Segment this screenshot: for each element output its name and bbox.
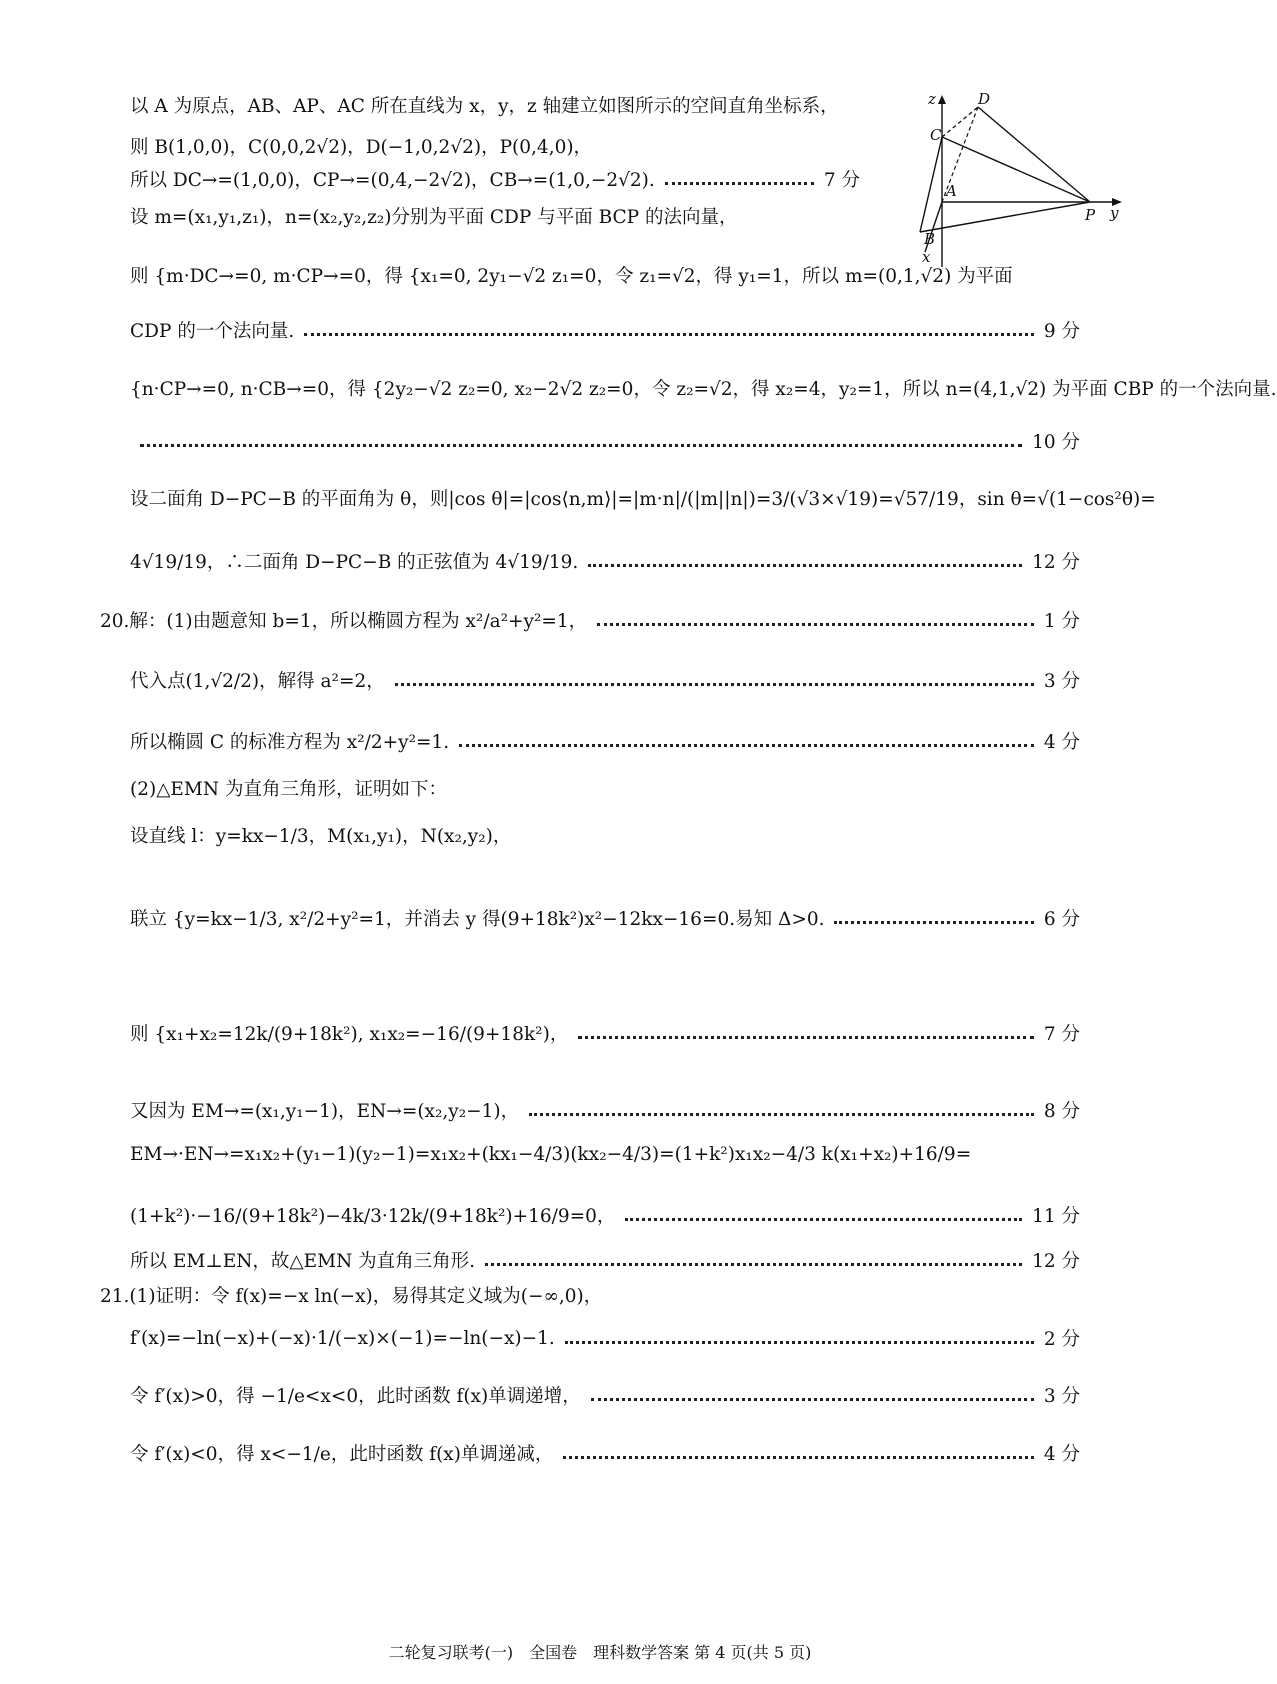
score-mark: 4 分	[1043, 1444, 1080, 1465]
line-vieta	[130, 1020, 1080, 1046]
line-text: 令 f′(x)>0，得 −1/e<x<0，此时函数 f(x)单调递增，	[130, 1386, 581, 1407]
dot-leader	[588, 564, 1022, 567]
edge-dp	[978, 107, 1090, 202]
line-part2-claim: (2)△EMN 为直角三角形，证明如下：	[130, 779, 447, 800]
z-axis-arrow	[938, 95, 946, 104]
label-p: P	[1085, 206, 1096, 224]
dot-leader	[834, 921, 1033, 924]
line-text: 代入点(1,√2/2)，解得 a²=2，	[130, 671, 385, 692]
edge-cb	[920, 137, 942, 232]
score-mark: 8 分	[1043, 1101, 1080, 1122]
line-q20-start	[100, 607, 1080, 633]
dot-leader	[625, 1218, 1022, 1221]
score-mark: 9 分	[1043, 321, 1080, 342]
line-dot-product: EM→·EN→=x₁x₂+(y₁−1)(y₂−1)=x₁x₂+(kx₁−4/3)(kx₂−4/3)=(1+k²)x₁x₂−4/3 k(x₁+x₂)+16/9=	[130, 1144, 972, 1165]
line-text: 所以 EM⊥EN，故△EMN 为直角三角形.	[130, 1251, 476, 1272]
score-mark: 4 分	[1043, 732, 1080, 753]
line-text: f′(x)=−ln(−x)+(−x)·1/(−x)×(−1)=−ln(−x)−1.	[130, 1327, 555, 1349]
score-mark: 3 分	[1043, 1386, 1080, 1407]
line-text: 联立 {y=kx−1/3, x²/2+y²=1，并消去 y 得(9+18k²)x²−12kx−16=0.易知 Δ>0.	[130, 909, 825, 930]
edge-bp	[920, 202, 1090, 232]
label-b: B	[924, 230, 936, 248]
label-a: A	[946, 182, 957, 200]
dot-leader	[529, 1113, 1034, 1116]
line-q21-start: 21.(1)证明：令 f(x)=−x ln(−x)，易得其定义域为(−∞,0)，	[100, 1286, 603, 1307]
line-10pts	[130, 428, 1080, 454]
line-decreasing	[130, 1440, 1080, 1466]
dot-leader	[591, 1398, 1034, 1401]
score-mark: 3 分	[1043, 671, 1080, 692]
line-substitute-point	[130, 667, 1080, 693]
coordinate-figure	[922, 90, 1125, 282]
dot-leader	[395, 683, 1034, 686]
score-mark: 7 分	[823, 170, 860, 191]
line-ellipse-equation	[130, 728, 1080, 754]
line-text: CDP 的一个法向量.	[130, 321, 295, 342]
line-text: 令 f′(x)<0，得 x<−1/e，此时函数 f(x)单调递减，	[130, 1444, 554, 1465]
line-derivative	[130, 1325, 1080, 1351]
line-text: 20.解：(1)由题意知 b=1，所以椭圆方程为 x²/a²+y²=1，	[100, 611, 588, 632]
line-set-line-l: 设直线 l：y=kx−1/3，M(x₁,y₁)，N(x₂,y₂)，	[130, 826, 512, 847]
score-mark: 1 分	[1043, 611, 1080, 632]
label-x: x	[922, 248, 931, 266]
dot-leader	[140, 444, 1022, 447]
label-z: z	[928, 90, 936, 108]
line-text: (1+k²)·−16/(9+18k²)−4k/3·12k/(9+18k²)+16/9=0，	[130, 1206, 616, 1227]
line-dihedral-sin	[130, 548, 1080, 574]
line-point-coords: 则 B(1,0,0)，C(0,0,2√2)，D(−1,0,2√2)，P(0,4,0)，	[130, 137, 593, 158]
line-text: 4√19/19，∴二面角 D−PC−B 的正弦值为 4√19/19.	[130, 552, 579, 573]
label-c: C	[930, 126, 942, 144]
score-mark: 6 分	[1043, 909, 1080, 930]
score-mark: 11 分	[1032, 1206, 1080, 1227]
line-dihedral-cos: 设二面角 D−PC−B 的平面角为 θ，则|cos θ|=|cos⟨n,m⟩|=|m·n|/(|m||n|)=3/(√3×√19)=√57/19，sin θ=√(1−cos²θ)=	[130, 489, 1156, 510]
line-text: 所以 DC→=(1,0,0)，CP→=(0,4,−2√2)，CB→=(1,0,−2√2).	[130, 170, 655, 191]
dot-leader	[578, 1036, 1034, 1039]
line-normal-vectors-def: 设 m=(x₁,y₁,z₁)，n=(x₂,y₂,z₂)分别为平面 CDP 与平面 BCP 的法向量，	[130, 207, 738, 228]
score-mark: 12 分	[1032, 552, 1080, 573]
dot-leader	[304, 333, 1034, 336]
line-text: 则 {x₁+x₂=12k/(9+18k²), x₁x₂=−16/(9+18k²)，	[130, 1024, 569, 1045]
score-mark: 10 分	[1032, 432, 1080, 453]
line-text: 又因为 EM→=(x₁,y₁−1)，EN→=(x₂,y₂−1)，	[130, 1101, 520, 1122]
line-vectors	[130, 166, 860, 192]
line-dot-product-zero	[130, 1202, 1080, 1228]
page-footer: 二轮复习联考(一) 全国卷 理科数学答案 第 4 页(共 5 页)	[388, 1643, 812, 1662]
dot-leader	[459, 744, 1034, 747]
label-d: D	[978, 90, 991, 108]
score-mark: 7 分	[1043, 1024, 1080, 1045]
score-mark: 12 分	[1032, 1251, 1080, 1272]
line-cdp-normal	[130, 317, 1080, 343]
line-increasing	[130, 1382, 1080, 1408]
dot-leader	[565, 1341, 1034, 1344]
line-text: 所以椭圆 C 的标准方程为 x²/2+y²=1.	[130, 732, 450, 753]
score-mark: 2 分	[1043, 1329, 1080, 1350]
line-right-triangle	[130, 1247, 1080, 1273]
dot-leader	[485, 1263, 1022, 1266]
dot-leader	[665, 182, 814, 185]
dot-leader	[563, 1456, 1033, 1459]
line-m-system: 则 {m·DC→=0, m·CP→=0，得 {x₁=0, 2y₁−√2 z₁=0，令 z₁=√2，得 y₁=1，所以 m=(0,1,√2) 为平面	[130, 266, 1013, 287]
line-em-en	[130, 1097, 1080, 1123]
line-simultaneous	[130, 905, 1080, 931]
label-y: y	[1110, 204, 1119, 222]
line-coordinate-setup: 以 A 为原点，AB、AP、AC 所在直线为 x，y，z 轴建立如图所示的空间直角坐标系，	[130, 96, 839, 117]
dot-leader	[597, 623, 1034, 626]
edge-cp	[942, 137, 1090, 202]
line-n-system: {n·CP→=0, n·CB→=0，得 {2y₂−√2 z₂=0, x₂−2√2 z₂=0，令 z₂=√2，得 x₂=4，y₂=1，所以 n=(4,1,√2) 为平面 CBP 的一个法向量.	[130, 379, 1277, 400]
